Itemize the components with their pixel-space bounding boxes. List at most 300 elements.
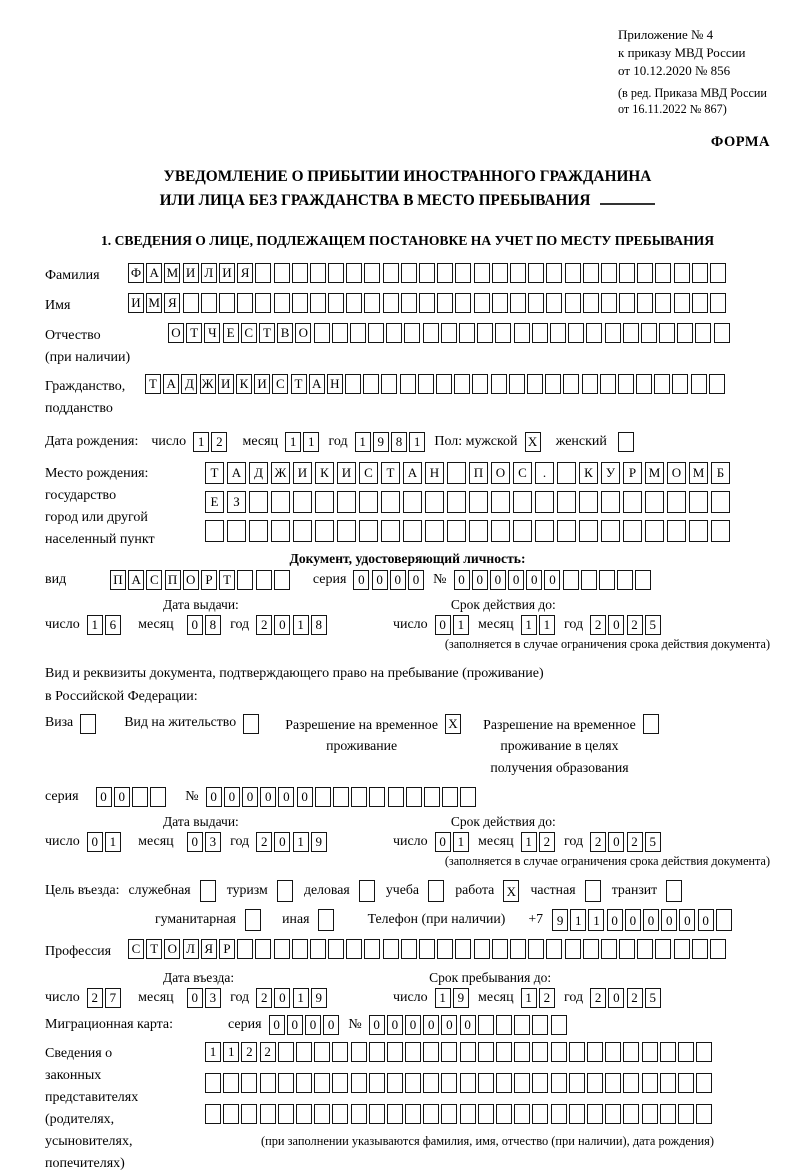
char-box[interactable]: Т (145, 374, 161, 394)
char-box[interactable] (460, 1104, 476, 1124)
char-box[interactable] (689, 520, 708, 542)
char-box[interactable] (532, 1073, 548, 1093)
char-box[interactable]: 0 (408, 570, 424, 590)
char-box[interactable]: Б (711, 462, 730, 484)
char-box[interactable]: 2 (256, 832, 272, 852)
char-box[interactable] (492, 939, 508, 959)
char-box[interactable] (274, 939, 290, 959)
char-box[interactable] (569, 1104, 585, 1124)
char-box[interactable]: Т (205, 462, 224, 484)
char-box[interactable] (643, 714, 659, 734)
char-box[interactable]: X (503, 880, 519, 902)
char-box[interactable] (387, 1073, 403, 1093)
char-box[interactable]: 2 (590, 615, 606, 635)
char-box[interactable] (454, 374, 470, 394)
char-box[interactable] (623, 1104, 639, 1124)
char-box[interactable]: У (601, 462, 620, 484)
char-box[interactable] (460, 787, 476, 807)
char-box[interactable] (328, 939, 344, 959)
char-box[interactable]: X (525, 432, 541, 452)
char-box[interactable] (201, 293, 217, 313)
char-box[interactable] (318, 909, 334, 931)
char-box[interactable] (532, 1104, 548, 1124)
char-box[interactable] (249, 520, 268, 542)
char-box[interactable]: 1 (285, 432, 301, 452)
char-box[interactable] (401, 939, 417, 959)
char-box[interactable] (660, 1042, 676, 1062)
char-box[interactable]: 2 (260, 1042, 276, 1062)
char-box[interactable] (478, 1073, 494, 1093)
char-box[interactable] (314, 1042, 330, 1062)
char-box[interactable] (586, 323, 602, 343)
char-box[interactable] (403, 520, 422, 542)
char-box[interactable]: 1 (521, 988, 537, 1008)
char-box[interactable]: 0 (441, 1015, 457, 1035)
char-box[interactable] (696, 1073, 712, 1093)
char-box[interactable] (403, 491, 422, 513)
char-box[interactable] (425, 491, 444, 513)
char-box[interactable] (532, 1042, 548, 1062)
char-box[interactable]: П (469, 462, 488, 484)
char-box[interactable]: М (689, 462, 708, 484)
char-box[interactable] (369, 1104, 385, 1124)
char-box[interactable]: О (491, 462, 510, 484)
char-box[interactable] (460, 1042, 476, 1062)
char-box[interactable] (219, 293, 235, 313)
char-box[interactable]: 5 (645, 832, 661, 852)
char-box[interactable]: 0 (353, 570, 369, 590)
char-box[interactable]: М (146, 293, 162, 313)
char-box[interactable]: И (219, 263, 235, 283)
char-box[interactable]: С (513, 462, 532, 484)
char-box[interactable]: М (645, 462, 664, 484)
char-box[interactable]: 0 (274, 832, 290, 852)
char-box[interactable] (328, 293, 344, 313)
char-box[interactable]: 0 (269, 1015, 285, 1035)
char-box[interactable] (478, 1015, 494, 1035)
char-box[interactable]: 0 (526, 570, 542, 590)
char-box[interactable] (583, 939, 599, 959)
char-box[interactable] (292, 939, 308, 959)
char-box[interactable]: 6 (105, 615, 121, 635)
char-box[interactable] (585, 880, 601, 902)
char-box[interactable]: 1 (453, 832, 469, 852)
char-box[interactable] (557, 491, 576, 513)
char-box[interactable] (528, 263, 544, 283)
char-box[interactable] (623, 323, 639, 343)
char-box[interactable]: Ж (271, 462, 290, 484)
char-box[interactable] (386, 323, 402, 343)
char-box[interactable] (655, 263, 671, 283)
char-box[interactable]: 0 (643, 909, 659, 931)
char-box[interactable] (441, 1073, 457, 1093)
char-box[interactable]: 1 (293, 615, 309, 635)
char-box[interactable] (274, 263, 290, 283)
char-box[interactable] (296, 1104, 312, 1124)
char-box[interactable] (150, 787, 166, 807)
char-box[interactable] (514, 323, 530, 343)
char-box[interactable]: 0 (544, 570, 560, 590)
char-box[interactable] (205, 1073, 221, 1093)
char-box[interactable] (605, 1073, 621, 1093)
char-box[interactable]: 0 (242, 787, 258, 807)
char-box[interactable] (496, 1015, 512, 1035)
char-box[interactable] (637, 263, 653, 283)
char-box[interactable] (677, 323, 693, 343)
char-box[interactable] (474, 293, 490, 313)
char-box[interactable] (274, 293, 290, 313)
char-box[interactable] (255, 939, 271, 959)
char-box[interactable] (441, 1042, 457, 1062)
char-box[interactable] (237, 939, 253, 959)
char-box[interactable]: А (309, 374, 325, 394)
char-box[interactable]: 2 (256, 615, 272, 635)
char-box[interactable] (551, 1104, 567, 1124)
char-box[interactable]: 0 (608, 615, 624, 635)
char-box[interactable] (260, 1073, 276, 1093)
char-box[interactable] (545, 374, 561, 394)
char-box[interactable]: 0 (490, 570, 506, 590)
char-box[interactable] (568, 323, 584, 343)
char-box[interactable]: 1 (355, 432, 371, 452)
char-box[interactable] (619, 293, 635, 313)
char-box[interactable] (383, 293, 399, 313)
char-box[interactable] (278, 1104, 294, 1124)
char-box[interactable] (710, 293, 726, 313)
char-box[interactable]: 2 (241, 1042, 257, 1062)
char-box[interactable] (672, 374, 688, 394)
char-box[interactable] (535, 520, 554, 542)
char-box[interactable]: 1 (205, 1042, 221, 1062)
char-box[interactable]: К (315, 462, 334, 484)
char-box[interactable] (667, 491, 686, 513)
char-box[interactable] (696, 1104, 712, 1124)
char-box[interactable] (709, 374, 725, 394)
char-box[interactable]: 9 (373, 432, 389, 452)
char-box[interactable]: К (579, 462, 598, 484)
char-box[interactable] (460, 1073, 476, 1093)
char-box[interactable]: 1 (521, 615, 537, 635)
char-box[interactable]: Я (164, 293, 180, 313)
char-box[interactable]: А (163, 374, 179, 394)
char-box[interactable] (405, 1073, 421, 1093)
char-box[interactable] (642, 1073, 658, 1093)
char-box[interactable]: 0 (390, 570, 406, 590)
char-box[interactable] (293, 491, 312, 513)
char-box[interactable] (474, 939, 490, 959)
char-box[interactable] (565, 263, 581, 283)
char-box[interactable]: 0 (625, 909, 641, 931)
char-box[interactable] (314, 1104, 330, 1124)
char-box[interactable]: Т (291, 374, 307, 394)
char-box[interactable]: Ж (200, 374, 216, 394)
char-box[interactable] (579, 491, 598, 513)
char-box[interactable] (532, 1015, 548, 1035)
char-box[interactable] (364, 939, 380, 959)
char-box[interactable] (271, 491, 290, 513)
char-box[interactable]: 5 (645, 615, 661, 635)
char-box[interactable] (691, 374, 707, 394)
char-box[interactable] (513, 491, 532, 513)
char-box[interactable] (619, 939, 635, 959)
char-box[interactable] (419, 293, 435, 313)
char-box[interactable] (383, 939, 399, 959)
char-box[interactable]: 0 (323, 1015, 339, 1035)
char-box[interactable] (636, 374, 652, 394)
char-box[interactable]: 1 (105, 832, 121, 852)
char-box[interactable]: О (183, 570, 199, 590)
char-box[interactable]: Т (259, 323, 275, 343)
char-box[interactable] (363, 374, 379, 394)
char-box[interactable]: П (110, 570, 126, 590)
char-box[interactable] (535, 491, 554, 513)
char-box[interactable] (278, 1042, 294, 1062)
char-box[interactable] (310, 939, 326, 959)
char-box[interactable] (635, 570, 651, 590)
char-box[interactable] (423, 1073, 439, 1093)
char-box[interactable] (293, 520, 312, 542)
char-box[interactable]: 9 (311, 988, 327, 1008)
char-box[interactable] (550, 323, 566, 343)
char-box[interactable] (332, 323, 348, 343)
char-box[interactable] (565, 293, 581, 313)
char-box[interactable] (510, 293, 526, 313)
char-box[interactable] (569, 1073, 585, 1093)
char-box[interactable]: 0 (661, 909, 677, 931)
char-box[interactable]: И (254, 374, 270, 394)
char-box[interactable] (601, 520, 620, 542)
char-box[interactable] (419, 939, 435, 959)
char-box[interactable]: 0 (274, 615, 290, 635)
char-box[interactable] (455, 939, 471, 959)
char-box[interactable] (241, 1104, 257, 1124)
char-box[interactable] (546, 939, 562, 959)
char-box[interactable] (405, 1104, 421, 1124)
char-box[interactable] (678, 1042, 694, 1062)
char-box[interactable] (405, 1042, 421, 1062)
char-box[interactable] (605, 323, 621, 343)
char-box[interactable] (496, 1073, 512, 1093)
char-box[interactable] (255, 263, 271, 283)
char-box[interactable] (359, 520, 378, 542)
char-box[interactable] (223, 1104, 239, 1124)
char-box[interactable] (364, 293, 380, 313)
char-box[interactable]: 9 (552, 909, 568, 931)
char-box[interactable] (601, 491, 620, 513)
char-box[interactable]: А (403, 462, 422, 484)
char-box[interactable] (369, 1042, 385, 1062)
char-box[interactable]: 0 (454, 570, 470, 590)
char-box[interactable]: 1 (453, 615, 469, 635)
char-box[interactable]: 0 (187, 832, 203, 852)
char-box[interactable] (332, 1104, 348, 1124)
char-box[interactable] (655, 293, 671, 313)
char-box[interactable] (387, 1042, 403, 1062)
char-box[interactable]: 0 (608, 988, 624, 1008)
char-box[interactable] (223, 1073, 239, 1093)
char-box[interactable] (310, 293, 326, 313)
char-box[interactable] (583, 293, 599, 313)
char-box[interactable] (667, 520, 686, 542)
char-box[interactable] (492, 263, 508, 283)
char-box[interactable]: 1 (303, 432, 319, 452)
char-box[interactable]: 0 (369, 1015, 385, 1035)
char-box[interactable]: 2 (539, 832, 555, 852)
char-box[interactable]: И (337, 462, 356, 484)
char-box[interactable] (546, 263, 562, 283)
char-box[interactable] (514, 1042, 530, 1062)
char-box[interactable]: 0 (305, 1015, 321, 1035)
char-box[interactable] (447, 520, 466, 542)
char-box[interactable]: 1 (588, 909, 604, 931)
char-box[interactable] (637, 293, 653, 313)
char-box[interactable]: 2 (590, 988, 606, 1008)
char-box[interactable]: 1 (223, 1042, 239, 1062)
char-box[interactable] (351, 1042, 367, 1062)
char-box[interactable] (469, 491, 488, 513)
char-box[interactable]: 1 (193, 432, 209, 452)
char-box[interactable] (351, 787, 367, 807)
char-box[interactable] (711, 520, 730, 542)
char-box[interactable]: М (164, 263, 180, 283)
char-box[interactable]: 0 (405, 1015, 421, 1035)
char-box[interactable] (514, 1015, 530, 1035)
char-box[interactable] (425, 520, 444, 542)
char-box[interactable] (618, 374, 634, 394)
char-box[interactable] (510, 263, 526, 283)
char-box[interactable] (346, 293, 362, 313)
char-box[interactable] (678, 1073, 694, 1093)
char-box[interactable]: 0 (260, 787, 276, 807)
char-box[interactable] (292, 263, 308, 283)
char-box[interactable] (509, 374, 525, 394)
char-box[interactable] (271, 520, 290, 542)
char-box[interactable]: И (218, 374, 234, 394)
char-box[interactable]: И (128, 293, 144, 313)
char-box[interactable] (332, 1042, 348, 1062)
char-box[interactable]: 8 (311, 615, 327, 635)
char-box[interactable] (245, 909, 261, 931)
char-box[interactable] (455, 293, 471, 313)
char-box[interactable] (619, 263, 635, 283)
char-box[interactable] (368, 323, 384, 343)
char-box[interactable]: Л (201, 263, 217, 283)
char-box[interactable]: 2 (539, 988, 555, 1008)
char-box[interactable]: 0 (435, 615, 451, 635)
char-box[interactable]: 0 (423, 1015, 439, 1035)
char-box[interactable]: 1 (539, 615, 555, 635)
char-box[interactable] (423, 1042, 439, 1062)
char-box[interactable] (227, 520, 246, 542)
char-box[interactable]: 5 (645, 988, 661, 1008)
char-box[interactable] (496, 1104, 512, 1124)
char-box[interactable] (351, 1104, 367, 1124)
char-box[interactable] (478, 1042, 494, 1062)
char-box[interactable]: Л (183, 939, 199, 959)
char-box[interactable] (447, 491, 466, 513)
char-box[interactable] (441, 323, 457, 343)
char-box[interactable]: Ч (204, 323, 220, 343)
char-box[interactable]: И (183, 263, 199, 283)
char-box[interactable] (645, 520, 664, 542)
char-box[interactable] (714, 323, 730, 343)
char-box[interactable] (345, 374, 361, 394)
char-box[interactable] (437, 293, 453, 313)
char-box[interactable]: 0 (435, 832, 451, 852)
char-box[interactable] (513, 520, 532, 542)
char-box[interactable] (388, 787, 404, 807)
char-box[interactable] (514, 1073, 530, 1093)
char-box[interactable] (637, 939, 653, 959)
char-box[interactable]: З (227, 491, 246, 513)
char-box[interactable]: 8 (391, 432, 407, 452)
char-box[interactable] (369, 787, 385, 807)
char-box[interactable]: Т (219, 570, 235, 590)
char-box[interactable] (695, 323, 711, 343)
char-box[interactable] (314, 1073, 330, 1093)
char-box[interactable] (599, 570, 615, 590)
char-box[interactable]: Д (181, 374, 197, 394)
char-box[interactable] (249, 491, 268, 513)
char-box[interactable]: Т (381, 462, 400, 484)
char-box[interactable]: 1 (293, 988, 309, 1008)
char-box[interactable]: 0 (187, 988, 203, 1008)
char-box[interactable]: С (128, 939, 144, 959)
char-box[interactable] (689, 491, 708, 513)
char-box[interactable] (369, 1073, 385, 1093)
char-box[interactable] (491, 520, 510, 542)
char-box[interactable] (474, 263, 490, 283)
char-box[interactable]: А (146, 263, 162, 283)
char-box[interactable] (337, 520, 356, 542)
char-box[interactable]: 2 (627, 832, 643, 852)
char-box[interactable]: . (535, 462, 554, 484)
char-box[interactable] (237, 293, 253, 313)
char-box[interactable] (406, 787, 422, 807)
char-box[interactable] (514, 1104, 530, 1124)
char-box[interactable] (711, 491, 730, 513)
char-box[interactable] (381, 520, 400, 542)
char-box[interactable]: 2 (627, 988, 643, 1008)
char-box[interactable] (710, 263, 726, 283)
char-box[interactable]: 0 (206, 787, 222, 807)
char-box[interactable] (256, 570, 272, 590)
char-box[interactable] (401, 263, 417, 283)
char-box[interactable] (314, 323, 330, 343)
char-box[interactable] (579, 520, 598, 542)
char-box[interactable] (674, 263, 690, 283)
char-box[interactable] (605, 1042, 621, 1062)
char-box[interactable]: 2 (87, 988, 103, 1008)
char-box[interactable] (623, 1073, 639, 1093)
char-box[interactable] (551, 1073, 567, 1093)
char-box[interactable] (692, 939, 708, 959)
char-box[interactable] (623, 1042, 639, 1062)
char-box[interactable] (200, 880, 216, 902)
char-box[interactable]: 0 (608, 832, 624, 852)
char-box[interactable]: Ф (128, 263, 144, 283)
char-box[interactable] (447, 462, 466, 484)
char-box[interactable] (495, 323, 511, 343)
char-box[interactable] (400, 374, 416, 394)
char-box[interactable] (692, 293, 708, 313)
char-box[interactable] (401, 293, 417, 313)
char-box[interactable] (692, 263, 708, 283)
char-box[interactable] (296, 1073, 312, 1093)
char-box[interactable] (587, 1073, 603, 1093)
char-box[interactable] (333, 787, 349, 807)
char-box[interactable] (660, 1104, 676, 1124)
